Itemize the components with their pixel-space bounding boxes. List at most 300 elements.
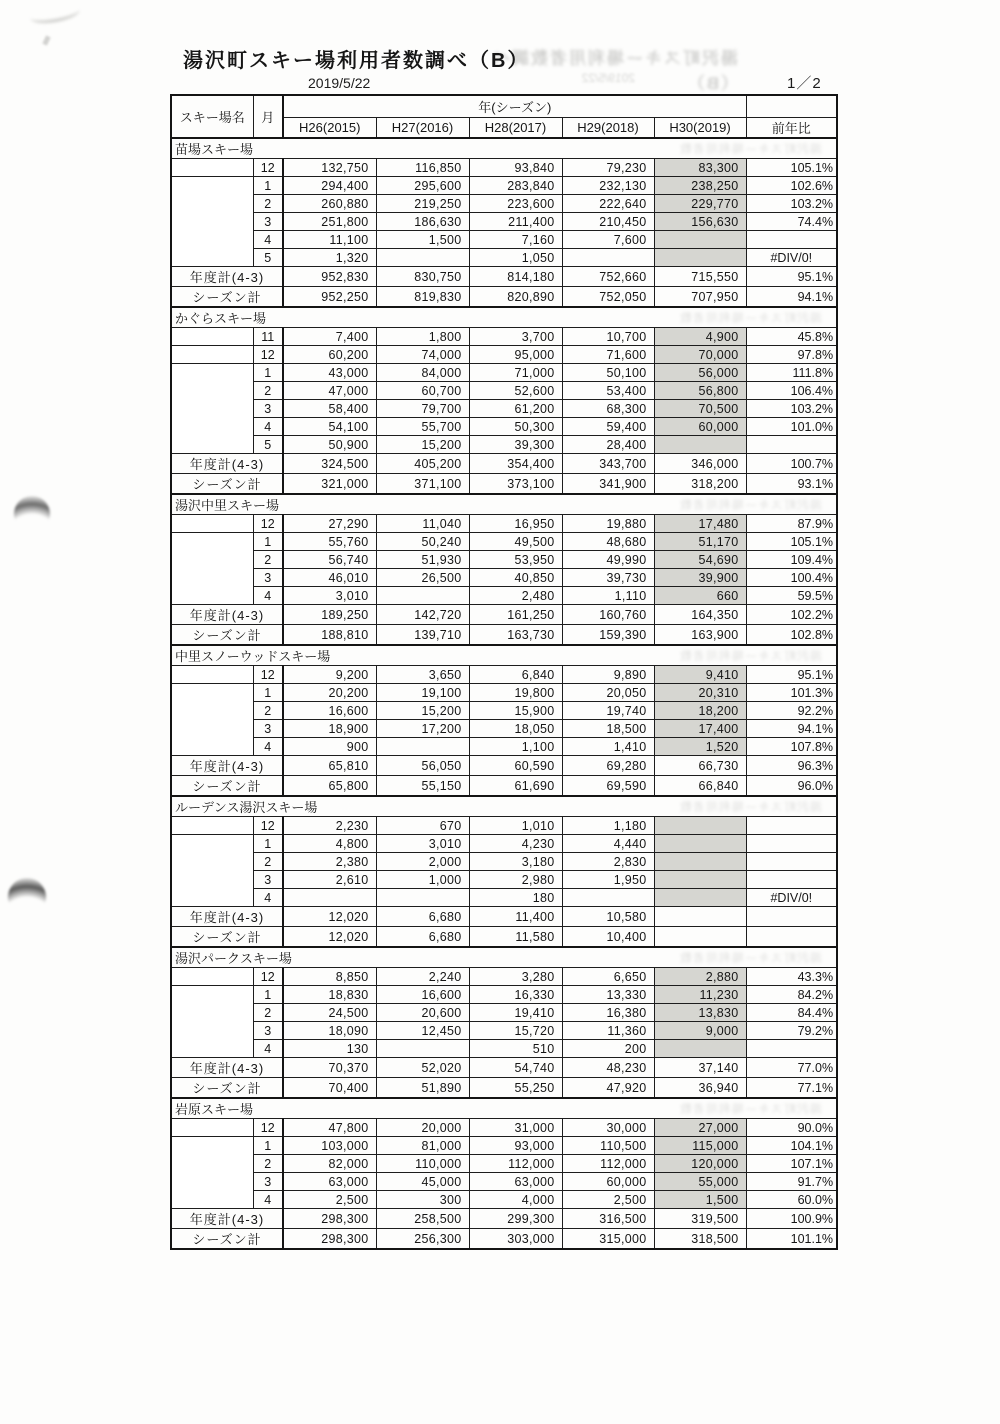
total-count-cell: 752,660 <box>562 267 654 287</box>
total-count-cell: 164,350 <box>654 605 746 625</box>
visitor-count-cell <box>283 889 376 907</box>
visitor-count-cell: 79,700 <box>376 400 469 418</box>
visitor-count-cell <box>654 871 746 889</box>
visitor-count-cell: 16,330 <box>469 986 562 1004</box>
visitor-count-cell: 19,100 <box>376 684 469 702</box>
visitor-count-cell <box>654 853 746 871</box>
yoy-cell: 96.0% <box>746 776 837 797</box>
visitor-count-cell: 39,900 <box>654 569 746 587</box>
yoy-cell: 105.1% <box>746 159 837 177</box>
month-cell: 2 <box>253 1004 283 1022</box>
visitor-count-cell: 2,980 <box>469 871 562 889</box>
total-count-cell: 12,020 <box>283 927 376 948</box>
section-name-label: 苗場スキー場 <box>175 142 254 157</box>
yoy-cell: 84.4% <box>746 1004 837 1022</box>
visitor-count-cell: 2,230 <box>283 817 376 835</box>
total-count-cell: 142,720 <box>376 605 469 625</box>
yoy-cell: 77.0% <box>746 1058 837 1078</box>
month-data-row <box>171 346 837 364</box>
bleed-through-artifact: 湯沢町スキー場利用者数 <box>679 498 823 512</box>
visitor-count-cell: 84,000 <box>376 364 469 382</box>
visitor-count-cell: 1,410 <box>562 738 654 756</box>
month-data-row <box>171 382 837 400</box>
visitor-count-cell: 15,720 <box>469 1022 562 1040</box>
total-count-cell: 315,000 <box>562 1229 654 1250</box>
month-data-row <box>171 1040 837 1058</box>
yoy-cell: 96.3% <box>746 756 837 776</box>
visitor-count-cell: 52,600 <box>469 382 562 400</box>
visitor-count-cell: 24,500 <box>283 1004 376 1022</box>
visitor-count-cell: 15,200 <box>376 702 469 720</box>
total-count-cell: 298,300 <box>283 1209 376 1229</box>
fiscal-total-row <box>171 267 837 287</box>
total-count-cell: 139,710 <box>376 625 469 646</box>
month-data-row <box>171 889 837 907</box>
month-cell: 4 <box>253 1191 283 1209</box>
total-count-cell: 159,390 <box>562 625 654 646</box>
total-count-cell: 820,890 <box>469 287 562 308</box>
visitor-count-cell: 112,000 <box>469 1155 562 1173</box>
visitor-count-cell <box>562 249 654 267</box>
visitor-count-cell <box>376 249 469 267</box>
total-count-cell: 258,500 <box>376 1209 469 1229</box>
visitor-count-cell: 48,680 <box>562 533 654 551</box>
visitor-count-cell: 3,700 <box>469 328 562 346</box>
visitor-statistics-table <box>170 94 838 1250</box>
month-data-row <box>171 817 837 835</box>
yoy-cell: #DIV/0! <box>746 249 837 267</box>
visitor-count-cell: 18,500 <box>562 720 654 738</box>
visitor-count-cell: 56,800 <box>654 382 746 400</box>
visitor-count-cell: 2,610 <box>283 871 376 889</box>
visitor-count-cell: 112,000 <box>562 1155 654 1173</box>
visitor-count-cell: 4,900 <box>654 328 746 346</box>
month-cell: 2 <box>253 1155 283 1173</box>
visitor-count-cell: 1,100 <box>469 738 562 756</box>
month-cell: 12 <box>253 968 283 986</box>
yoy-cell: 60.0% <box>746 1191 837 1209</box>
section-header-row <box>171 138 837 159</box>
month-cell: 12 <box>253 515 283 533</box>
visitor-count-cell: 30,000 <box>562 1119 654 1137</box>
month-cell: 12 <box>253 159 283 177</box>
yoy-cell: 74.4% <box>746 213 837 231</box>
visitor-count-cell: 1,000 <box>376 871 469 889</box>
month-data-row <box>171 738 837 756</box>
total-count-cell: 715,550 <box>654 267 746 287</box>
visitor-count-cell: 295,600 <box>376 177 469 195</box>
total-count-cell: 6,680 <box>376 907 469 927</box>
resort-name-spacer-cell <box>171 1137 253 1209</box>
total-count-cell: 298,300 <box>283 1229 376 1250</box>
visitor-count-cell: 27,290 <box>283 515 376 533</box>
col-header-resort: スキー場名 <box>171 95 253 138</box>
month-data-row <box>171 177 837 195</box>
scan-smudge-artifact <box>42 35 50 45</box>
yoy-cell <box>746 1040 837 1058</box>
month-data-row <box>171 702 837 720</box>
visitor-count-cell <box>562 889 654 907</box>
section-name <box>171 1098 837 1119</box>
season-total-row <box>171 927 837 948</box>
visitor-count-cell: 18,090 <box>283 1022 376 1040</box>
month-data-row <box>171 666 837 684</box>
month-cell: 4 <box>253 889 283 907</box>
visitor-count-cell: 58,400 <box>283 400 376 418</box>
visitor-count-cell: 300 <box>376 1191 469 1209</box>
visitor-count-cell: 260,880 <box>283 195 376 213</box>
visitor-count-cell: 71,600 <box>562 346 654 364</box>
section-name-label: 湯沢中里スキー場 <box>175 498 280 513</box>
scan-smudge-artifact <box>29 2 81 26</box>
visitor-count-cell: 55,700 <box>376 418 469 436</box>
bleed-through-artifact: 湯沢町スキー場利用者数 <box>679 1102 823 1116</box>
section-header-row <box>171 947 837 968</box>
yoy-cell: 107.1% <box>746 1155 837 1173</box>
total-count-cell: 952,830 <box>283 267 376 287</box>
resort-name-spacer-cell <box>171 159 253 177</box>
month-data-row <box>171 684 837 702</box>
total-count-cell: 69,590 <box>562 776 654 797</box>
visitor-count-cell: 50,300 <box>469 418 562 436</box>
col-header-year-group: 年(シーズン) <box>283 95 746 117</box>
visitor-count-cell: 1,050 <box>469 249 562 267</box>
total-count-cell: 52,020 <box>376 1058 469 1078</box>
resort-name-spacer-cell <box>171 177 253 267</box>
total-row-label: シーズン計 <box>171 287 283 308</box>
visitor-count-cell: 61,200 <box>469 400 562 418</box>
total-count-cell: 47,920 <box>562 1078 654 1099</box>
month-cell: 1 <box>253 835 283 853</box>
bleed-through-artifact: 湯沢町スキー場利用者数 <box>679 649 823 663</box>
visitor-count-cell: 55,000 <box>654 1173 746 1191</box>
resort-name-spacer-cell <box>171 986 253 1058</box>
visitor-count-cell: 16,600 <box>376 986 469 1004</box>
visitor-count-cell <box>654 1040 746 1058</box>
yoy-cell: 97.8% <box>746 346 837 364</box>
month-cell: 3 <box>253 1022 283 1040</box>
resort-name-spacer-cell <box>171 328 253 346</box>
visitor-count-cell: 47,800 <box>283 1119 376 1137</box>
visitor-count-cell: 3,650 <box>376 666 469 684</box>
resort-name-spacer-cell <box>171 515 253 533</box>
section-name-label: ルーデンス湯沢スキー場 <box>175 800 318 815</box>
visitor-count-cell: 20,600 <box>376 1004 469 1022</box>
month-data-row <box>171 328 837 346</box>
fiscal-total-row <box>171 1058 837 1078</box>
visitor-count-cell: 60,000 <box>654 418 746 436</box>
visitor-count-cell: 4,440 <box>562 835 654 853</box>
total-count-cell: 952,250 <box>283 287 376 308</box>
total-count-cell: 318,200 <box>654 474 746 495</box>
visitor-count-cell: 17,200 <box>376 720 469 738</box>
total-row-label: シーズン計 <box>171 1078 283 1099</box>
visitor-count-cell <box>654 835 746 853</box>
month-cell: 2 <box>253 195 283 213</box>
visitor-count-cell: 20,200 <box>283 684 376 702</box>
visitor-count-cell: 4,800 <box>283 835 376 853</box>
visitor-count-cell <box>376 889 469 907</box>
yoy-cell: 104.1% <box>746 1137 837 1155</box>
visitor-count-cell: 50,900 <box>283 436 376 454</box>
month-data-row <box>171 515 837 533</box>
visitor-count-cell: 16,600 <box>283 702 376 720</box>
bleed-through-artifact: 湯沢町スキー場利用者数 <box>679 951 823 965</box>
visitor-count-cell: 79,230 <box>562 159 654 177</box>
visitor-count-cell: 19,880 <box>562 515 654 533</box>
visitor-count-cell: 55,760 <box>283 533 376 551</box>
visitor-count-cell: 1,320 <box>283 249 376 267</box>
resort-name-spacer-cell <box>171 684 253 756</box>
visitor-count-cell: 1,950 <box>562 871 654 889</box>
table-body <box>171 138 837 1249</box>
fiscal-total-row <box>171 1209 837 1229</box>
yoy-cell <box>746 817 837 835</box>
table-header <box>171 95 837 138</box>
month-cell: 2 <box>253 382 283 400</box>
visitor-count-cell: 9,890 <box>562 666 654 684</box>
total-count-cell: 56,050 <box>376 756 469 776</box>
total-row-label: 年度計(4-3) <box>171 454 283 474</box>
visitor-count-cell: 82,000 <box>283 1155 376 1173</box>
resort-name-spacer-cell <box>171 364 253 454</box>
page-number: 1／2 <box>787 75 822 92</box>
visitor-count-cell: 900 <box>283 738 376 756</box>
total-count-cell: 10,400 <box>562 927 654 948</box>
total-count-cell: 189,250 <box>283 605 376 625</box>
yoy-cell: 92.2% <box>746 702 837 720</box>
yoy-cell: 94.1% <box>746 720 837 738</box>
visitor-count-cell <box>654 889 746 907</box>
season-total-row <box>171 625 837 646</box>
visitor-count-cell: 81,000 <box>376 1137 469 1155</box>
visitor-count-cell: 95,000 <box>469 346 562 364</box>
visitor-count-cell: 20,050 <box>562 684 654 702</box>
hole-punch-mark <box>14 496 50 532</box>
fiscal-total-row <box>171 907 837 927</box>
month-cell: 5 <box>253 436 283 454</box>
month-cell: 3 <box>253 1173 283 1191</box>
visitor-count-cell: 17,480 <box>654 515 746 533</box>
section-name <box>171 796 837 817</box>
visitor-count-cell: 8,850 <box>283 968 376 986</box>
yoy-cell: 84.2% <box>746 986 837 1004</box>
total-count-cell: 61,690 <box>469 776 562 797</box>
month-cell: 2 <box>253 853 283 871</box>
visitor-count-cell: 28,400 <box>562 436 654 454</box>
visitor-count-cell: 2,500 <box>562 1191 654 1209</box>
visitor-count-cell: 283,840 <box>469 177 562 195</box>
bleed-through-title-artifact: 湯沢町スキー場利用者数調べ（B） <box>491 49 738 93</box>
total-count-cell: 341,900 <box>562 474 654 495</box>
total-count-cell: 69,280 <box>562 756 654 776</box>
visitor-count-cell: 20,000 <box>376 1119 469 1137</box>
yoy-cell: 111.8% <box>746 364 837 382</box>
month-cell: 3 <box>253 400 283 418</box>
yoy-cell: 101.3% <box>746 684 837 702</box>
visitor-count-cell: 15,900 <box>469 702 562 720</box>
yoy-cell: 90.0% <box>746 1119 837 1137</box>
visitor-count-cell: 31,000 <box>469 1119 562 1137</box>
yoy-cell: 103.2% <box>746 195 837 213</box>
month-cell: 1 <box>253 1137 283 1155</box>
visitor-count-cell <box>376 738 469 756</box>
col-header-year-5: H30(2019) <box>654 117 746 138</box>
total-row-label: 年度計(4-3) <box>171 1209 283 1229</box>
visitor-count-cell <box>654 249 746 267</box>
month-data-row <box>171 1004 837 1022</box>
total-count-cell: 55,250 <box>469 1078 562 1099</box>
visitor-count-cell: 11,360 <box>562 1022 654 1040</box>
visitor-count-cell: 219,250 <box>376 195 469 213</box>
total-count-cell: 371,100 <box>376 474 469 495</box>
month-data-row <box>171 835 837 853</box>
yoy-cell: 59.5% <box>746 587 837 605</box>
month-data-row <box>171 871 837 889</box>
visitor-count-cell: 93,000 <box>469 1137 562 1155</box>
total-row-label: シーズン計 <box>171 776 283 797</box>
section-header-row <box>171 494 837 515</box>
total-count-cell <box>654 927 746 948</box>
visitor-count-cell: 19,800 <box>469 684 562 702</box>
visitor-count-cell: 200 <box>562 1040 654 1058</box>
total-count-cell: 830,750 <box>376 267 469 287</box>
visitor-count-cell: 71,000 <box>469 364 562 382</box>
visitor-count-cell: 10,700 <box>562 328 654 346</box>
visitor-count-cell: 54,100 <box>283 418 376 436</box>
visitor-count-cell <box>654 817 746 835</box>
total-count-cell: 160,760 <box>562 605 654 625</box>
visitor-count-cell: 232,130 <box>562 177 654 195</box>
month-data-row <box>171 1137 837 1155</box>
yoy-cell: 79.2% <box>746 1022 837 1040</box>
yoy-cell: 87.9% <box>746 515 837 533</box>
yoy-cell: 102.2% <box>746 605 837 625</box>
visitor-count-cell: 6,840 <box>469 666 562 684</box>
yoy-cell: 102.6% <box>746 177 837 195</box>
total-count-cell: 48,230 <box>562 1058 654 1078</box>
total-count-cell: 12,020 <box>283 907 376 927</box>
visitor-count-cell: 7,600 <box>562 231 654 249</box>
visitor-count-cell: 39,730 <box>562 569 654 587</box>
visitor-count-cell: 251,800 <box>283 213 376 231</box>
visitor-count-cell: 51,930 <box>376 551 469 569</box>
bleed-through-date-artifact: 2019/5/22 <box>581 71 635 85</box>
visitor-count-cell: 16,950 <box>469 515 562 533</box>
visitor-count-cell: 56,740 <box>283 551 376 569</box>
visitor-count-cell: 60,200 <box>283 346 376 364</box>
month-cell: 12 <box>253 817 283 835</box>
yoy-cell: 95.1% <box>746 666 837 684</box>
total-row-label: シーズン計 <box>171 474 283 495</box>
yoy-cell: 45.8% <box>746 328 837 346</box>
visitor-count-cell: 53,950 <box>469 551 562 569</box>
total-count-cell: 188,810 <box>283 625 376 646</box>
visitor-count-cell: 13,830 <box>654 1004 746 1022</box>
yoy-cell: 102.8% <box>746 625 837 646</box>
month-cell: 12 <box>253 1119 283 1137</box>
total-count-cell: 256,300 <box>376 1229 469 1250</box>
yoy-cell: 93.1% <box>746 474 837 495</box>
yoy-cell: 106.4% <box>746 382 837 400</box>
visitor-count-cell: 3,010 <box>283 587 376 605</box>
section-name-label: かぐらスキー場 <box>175 311 267 326</box>
visitor-count-cell: 13,330 <box>562 986 654 1004</box>
visitor-count-cell: 2,000 <box>376 853 469 871</box>
month-cell: 1 <box>253 364 283 382</box>
visitor-count-cell: 70,000 <box>654 346 746 364</box>
total-count-cell: 55,150 <box>376 776 469 797</box>
visitor-count-cell: 56,000 <box>654 364 746 382</box>
visitor-count-cell: 1,180 <box>562 817 654 835</box>
visitor-count-cell: 4,000 <box>469 1191 562 1209</box>
season-total-row <box>171 1229 837 1250</box>
yoy-cell: 109.4% <box>746 551 837 569</box>
total-count-cell: 161,250 <box>469 605 562 625</box>
visitor-count-cell: 51,170 <box>654 533 746 551</box>
yoy-cell: 95.1% <box>746 267 837 287</box>
month-cell: 4 <box>253 587 283 605</box>
month-data-row <box>171 533 837 551</box>
total-count-cell: 54,740 <box>469 1058 562 1078</box>
month-data-row <box>171 986 837 1004</box>
visitor-count-cell: 9,200 <box>283 666 376 684</box>
resort-name-spacer-cell <box>171 346 253 364</box>
total-count-cell: 65,800 <box>283 776 376 797</box>
visitor-count-cell: 19,740 <box>562 702 654 720</box>
month-cell: 1 <box>253 684 283 702</box>
month-data-row <box>171 551 837 569</box>
resort-name-spacer-cell <box>171 817 253 835</box>
visitor-count-cell: 6,650 <box>562 968 654 986</box>
total-count-cell: 6,680 <box>376 927 469 948</box>
yoy-cell <box>746 436 837 454</box>
visitor-count-cell: 18,200 <box>654 702 746 720</box>
visitor-count-cell: 93,840 <box>469 159 562 177</box>
season-total-row <box>171 776 837 797</box>
total-row-label: 年度計(4-3) <box>171 605 283 625</box>
total-count-cell: 163,730 <box>469 625 562 646</box>
month-data-row <box>171 231 837 249</box>
yoy-cell: 103.2% <box>746 400 837 418</box>
yoy-cell <box>746 231 837 249</box>
visitor-count-cell: 156,630 <box>654 213 746 231</box>
month-data-row <box>171 968 837 986</box>
visitor-count-cell: 120,000 <box>654 1155 746 1173</box>
section-name-label: 中里スノーウッドスキー場 <box>175 649 331 664</box>
visitor-count-cell: 11,040 <box>376 515 469 533</box>
total-count-cell: 70,370 <box>283 1058 376 1078</box>
total-count-cell: 373,100 <box>469 474 562 495</box>
visitor-count-cell: 39,300 <box>469 436 562 454</box>
visitor-count-cell: 110,500 <box>562 1137 654 1155</box>
total-count-cell: 66,840 <box>654 776 746 797</box>
visitor-count-cell: 1,010 <box>469 817 562 835</box>
month-cell: 3 <box>253 569 283 587</box>
month-cell: 11 <box>253 328 283 346</box>
total-count-cell: 65,810 <box>283 756 376 776</box>
visitor-count-cell: 670 <box>376 817 469 835</box>
section-header-row <box>171 1098 837 1119</box>
resort-name-spacer-cell <box>171 835 253 907</box>
month-data-row <box>171 587 837 605</box>
col-header-yoy: 前年比 <box>746 117 837 138</box>
visitor-count-cell: 660 <box>654 587 746 605</box>
visitor-count-cell: 115,000 <box>654 1137 746 1155</box>
yoy-cell: 77.1% <box>746 1078 837 1099</box>
visitor-count-cell: 2,240 <box>376 968 469 986</box>
season-total-row <box>171 1078 837 1099</box>
